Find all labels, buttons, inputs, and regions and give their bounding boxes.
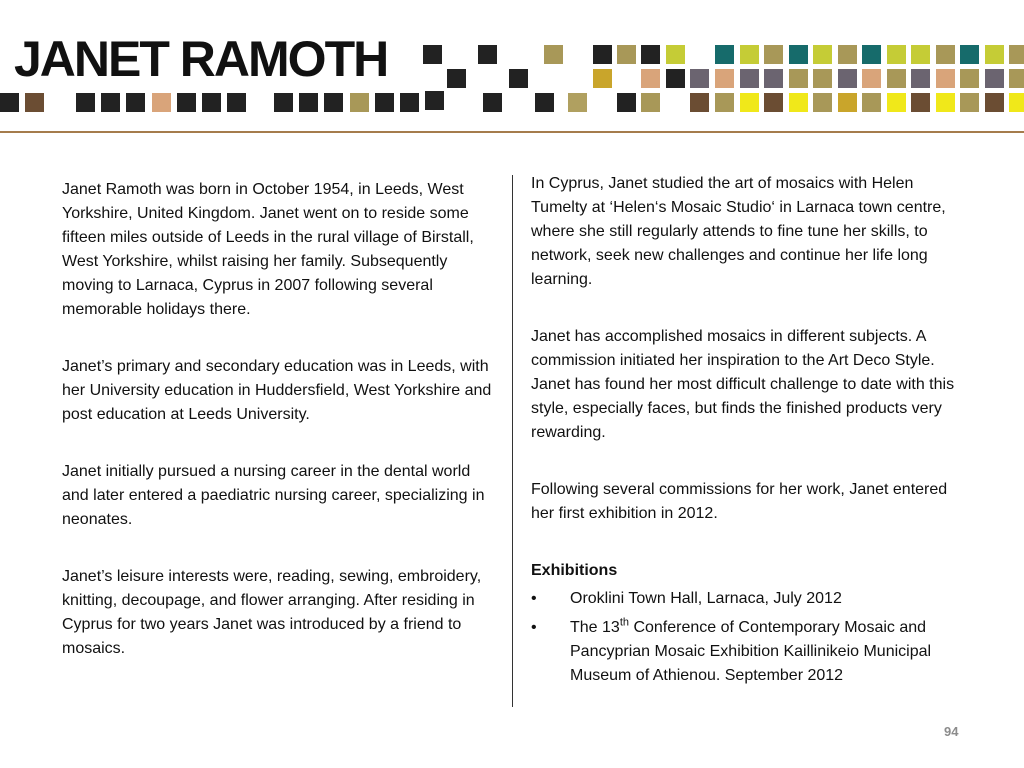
exhibition-item xyxy=(531,587,971,611)
bio-paragraph-career: Janet initially pursued a nursing career in the dental world and later entered a paediatric nursing career, specializing in neonates. xyxy=(62,463,485,528)
mosaic-tile xyxy=(960,69,979,88)
mosaic-tile xyxy=(764,93,783,112)
mosaic-tile xyxy=(76,93,95,112)
exhibition-item-text: Oroklini Town Hall, Larnaca, July 2012 xyxy=(570,590,842,607)
mosaic-tile xyxy=(813,69,832,88)
exhibition-item-text: The 13th Conference of Contemporary Mosaic and Pancyprian Mosaic Exhibition Kaillinikeio Municipal Museum of Athienou. September 2012 xyxy=(570,616,932,684)
mosaic-tile xyxy=(813,45,832,64)
mosaic-tile xyxy=(740,69,759,88)
mosaic-tile xyxy=(299,93,318,112)
mosaic-tile xyxy=(715,69,734,88)
mosaic-tile xyxy=(936,69,955,88)
mosaic-tile xyxy=(641,45,660,64)
bio-paragraph-interests: Janet’s leisure interests were, reading, sewing, embroidery, knitting, decoupage, and flower arranging. After residing in Cyprus for two years Janet was introduced by a friend to mosaics. xyxy=(62,568,482,657)
mosaic-tile xyxy=(887,69,906,88)
mosaic-tile xyxy=(0,93,19,112)
mosaic-tile xyxy=(740,45,759,64)
mosaic-tile xyxy=(911,93,930,112)
mosaic-tile xyxy=(641,69,660,88)
mosaic-tile xyxy=(862,93,881,112)
mosaic-tile xyxy=(324,93,343,112)
bio-paragraph-studies: In Cyprus, Janet studied the art of mosaics with Helen Tumelty at ‘Helen‘s Mosaic Studio‘ in Larnaca town centre, where she still regularly attends to fine tune her skills, to network, seek new challenges and continue her life long learning. xyxy=(531,175,946,288)
mosaic-tile xyxy=(740,93,759,112)
mosaic-tile xyxy=(690,93,709,112)
page-title: JANET RAMOTH xyxy=(14,31,388,87)
mosaic-tile xyxy=(764,45,783,64)
mosaic-tile xyxy=(960,93,979,112)
mosaic-tile xyxy=(764,69,783,88)
mosaic-tile xyxy=(350,93,369,112)
mosaic-tile xyxy=(568,93,587,112)
mosaic-tile xyxy=(544,45,563,64)
mosaic-tile xyxy=(985,69,1004,88)
mosaic-tile xyxy=(535,93,554,112)
mosaic-tile xyxy=(789,45,808,64)
mosaic-tile xyxy=(862,45,881,64)
mosaic-tile xyxy=(887,93,906,112)
mosaic-tile xyxy=(911,69,930,88)
right-text-column xyxy=(531,172,971,693)
column-divider xyxy=(512,175,513,707)
mosaic-tile xyxy=(715,45,734,64)
mosaic-tile xyxy=(936,93,955,112)
mosaic-tile xyxy=(936,45,955,64)
mosaic-tile xyxy=(1009,93,1024,112)
exhibitions-heading: Exhibitions xyxy=(531,562,618,579)
mosaic-tile xyxy=(375,93,394,112)
mosaic-tile xyxy=(25,93,44,112)
bio-paragraph-first-exhibition: Following several commissions for her work, Janet entered her first exhibition in 2012. xyxy=(531,481,948,522)
mosaic-tile xyxy=(985,45,1004,64)
bullet-icon: • xyxy=(531,619,537,636)
mosaic-tile xyxy=(478,45,497,64)
mosaic-tile xyxy=(274,93,293,112)
bio-paragraph-art-deco: Janet has accomplished mosaics in different subjects. A commission initiated her inspiration to the Art Deco Style. Janet has found her most difficult challenge to date with this style, especially faces, but finds the finished products very rewarding. xyxy=(531,328,955,441)
mosaic-tile xyxy=(1009,45,1024,64)
mosaic-tile xyxy=(425,91,444,110)
exhibition-item xyxy=(531,616,971,688)
header-divider-line xyxy=(0,131,1024,133)
mosaic-tile xyxy=(202,93,221,112)
mosaic-tile xyxy=(789,93,808,112)
mosaic-tile xyxy=(690,69,709,88)
mosaic-tile xyxy=(838,69,857,88)
mosaic-tile xyxy=(177,93,196,112)
mosaic-tile xyxy=(423,45,442,64)
mosaic-tile xyxy=(509,69,528,88)
mosaic-tile xyxy=(227,93,246,112)
mosaic-tile xyxy=(101,93,120,112)
left-text-column xyxy=(62,178,494,694)
mosaic-tile xyxy=(666,45,685,64)
mosaic-tile xyxy=(641,93,660,112)
mosaic-tile xyxy=(447,69,466,88)
bio-paragraph-birth: Janet Ramoth was born in October 1954, in Leeds, West Yorkshire, United Kingdom. Janet went on to reside some fifteen miles outside of Leeds in the rural village of Birstall, West Yorkshire, whilst raising her family. Subsequently moving to Larnaca, Cyprus in 2007 following several memorable holidays there. xyxy=(62,181,474,318)
mosaic-tile xyxy=(666,69,685,88)
bio-paragraph-education: Janet’s primary and secondary education was in Leeds, with her University education in Huddersfield, West Yorkshire and post education at Leeds University. xyxy=(62,358,492,423)
mosaic-tile xyxy=(593,45,612,64)
mosaic-tile xyxy=(911,45,930,64)
mosaic-tile xyxy=(715,93,734,112)
mosaic-tile xyxy=(617,93,636,112)
mosaic-tile xyxy=(152,93,171,112)
mosaic-tile xyxy=(838,93,857,112)
mosaic-tile xyxy=(862,69,881,88)
mosaic-tile xyxy=(483,93,502,112)
mosaic-tile xyxy=(985,93,1004,112)
mosaic-tile xyxy=(813,93,832,112)
mosaic-tile xyxy=(593,69,612,88)
page-number: 94 xyxy=(944,724,959,739)
mosaic-tile xyxy=(789,69,808,88)
mosaic-tile xyxy=(838,45,857,64)
mosaic-tile xyxy=(887,45,906,64)
mosaic-tile xyxy=(960,45,979,64)
mosaic-tile xyxy=(400,93,419,112)
mosaic-tile xyxy=(617,45,636,64)
mosaic-tile xyxy=(126,93,145,112)
bullet-icon: • xyxy=(531,590,537,607)
mosaic-tile xyxy=(1009,69,1024,88)
